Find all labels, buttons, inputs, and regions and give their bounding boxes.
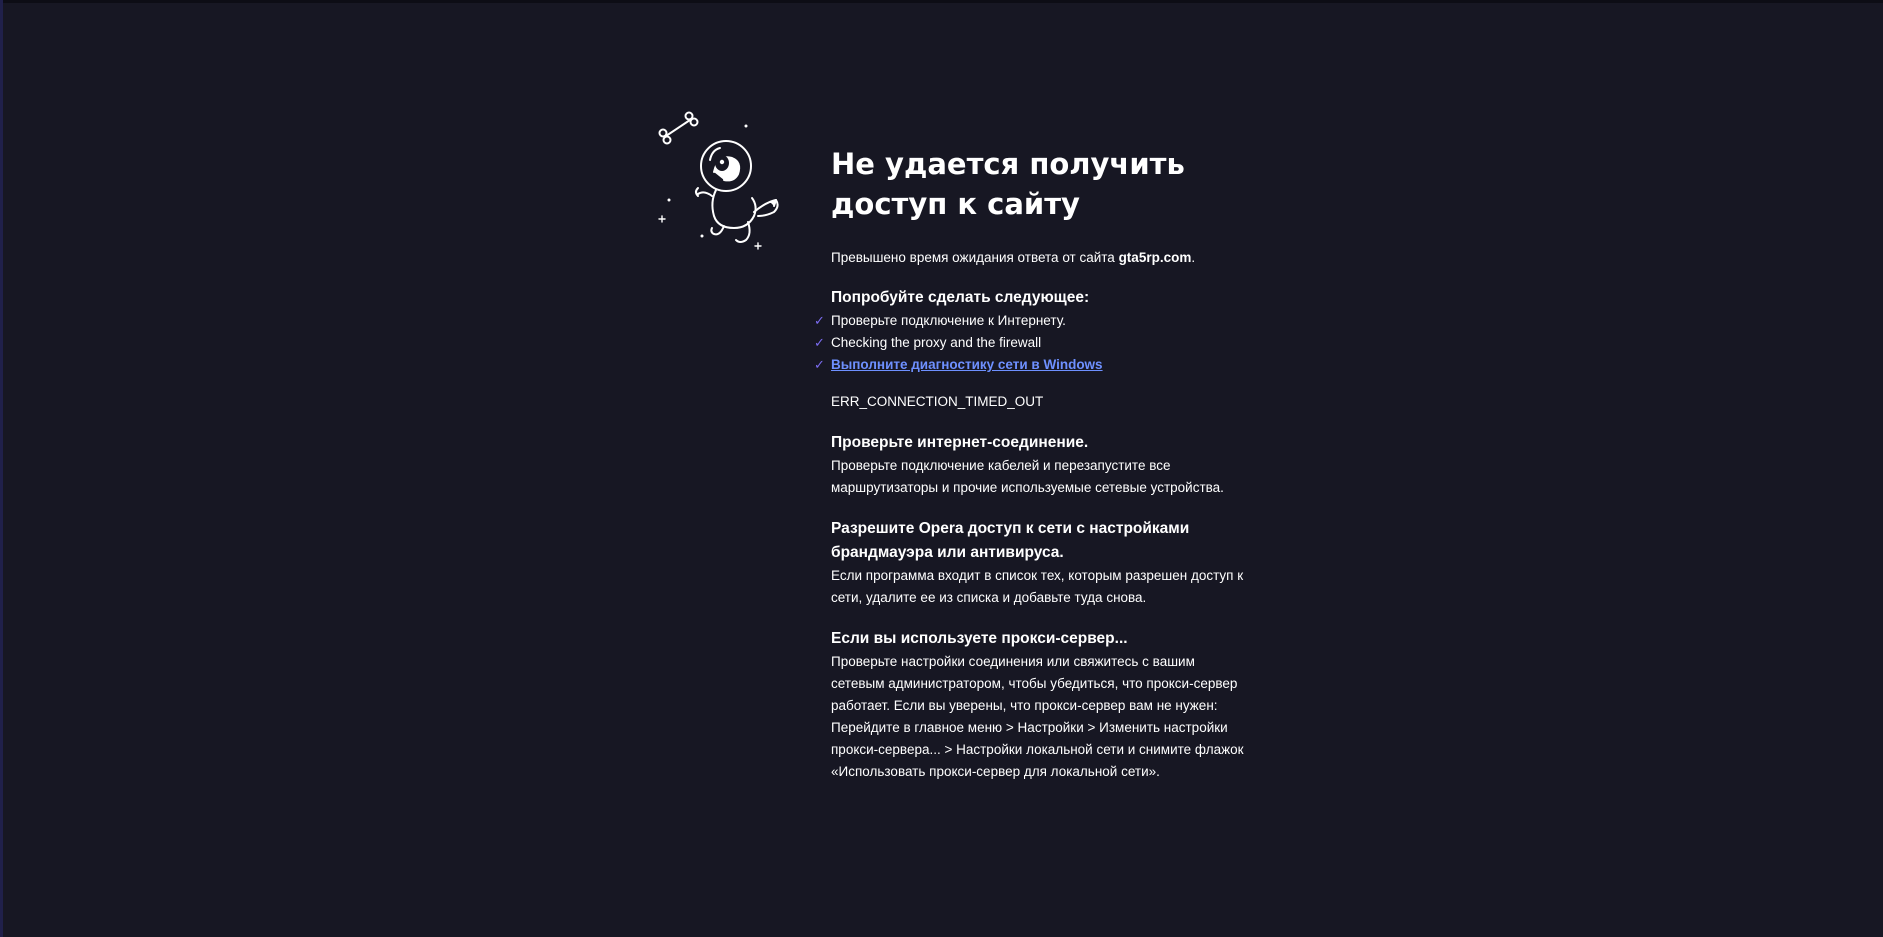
check-icon: ✓ bbox=[814, 357, 825, 372]
section-title: Если вы используете прокси-сервер... bbox=[831, 630, 1128, 647]
suggestions-list bbox=[814, 310, 1251, 376]
list-item bbox=[814, 332, 1251, 354]
suggestion-text: Checking the proxy and the firewall bbox=[831, 335, 1042, 350]
timeout-text: Превышено время ожидания ответа от сайта bbox=[831, 250, 1115, 265]
section-body: Проверьте настройки соединения или свяжитесь с вашим сетевым администратором, чтобы убедиться, что прокси-сервер работает. Если вы уверены, что прокси-сервер вам не нужен: Перейдите в главное меню > Настройки > Изменить настройки прокси-сервера... > Настройки локальной сети и снимите флажок «Использовать прокси-сервер для локальной сети». bbox=[831, 654, 1244, 779]
list-item bbox=[814, 354, 1251, 376]
window-left-border bbox=[0, 0, 3, 937]
section-proxy bbox=[831, 627, 1251, 783]
section-body: Проверьте подключение кабелей и перезапустите все маршрутизаторы и прочие используемые сетевые устройства. bbox=[831, 458, 1224, 495]
suggestions-heading: Попробуйте сделать следующее: bbox=[831, 289, 1090, 306]
section-body: Если программа входит в список тех, которым разрешен доступ к сети, удалите ее из списка и добавьте туда снова. bbox=[831, 568, 1244, 605]
check-icon: ✓ bbox=[814, 335, 825, 350]
error-content bbox=[814, 144, 1251, 783]
section-firewall bbox=[831, 517, 1251, 609]
error-code: ERR_CONNECTION_TIMED_OUT bbox=[831, 394, 1044, 409]
suggestion-text: Проверьте подключение к Интернету. bbox=[831, 313, 1066, 328]
section-title: Проверьте интернет-соединение. bbox=[831, 434, 1089, 451]
check-icon: ✓ bbox=[814, 313, 825, 328]
list-item bbox=[814, 310, 1251, 332]
section-title: Разрешите Opera доступ к сети с настройками брандмауэра или антивируса. bbox=[831, 520, 1190, 561]
window-top-border bbox=[0, 0, 1883, 3]
network-diagnostics-link[interactable]: Выполните диагностику сети в Windows bbox=[831, 357, 1103, 372]
timeout-message bbox=[831, 247, 1251, 269]
site-name: gta5rp.com bbox=[1118, 250, 1192, 265]
bone-icon bbox=[660, 113, 698, 144]
section-internet bbox=[831, 431, 1251, 499]
page-title: Не удается получить доступ к сайту bbox=[831, 147, 1185, 221]
timeout-suffix: . bbox=[1191, 250, 1196, 265]
space-dog-icon bbox=[652, 108, 792, 258]
